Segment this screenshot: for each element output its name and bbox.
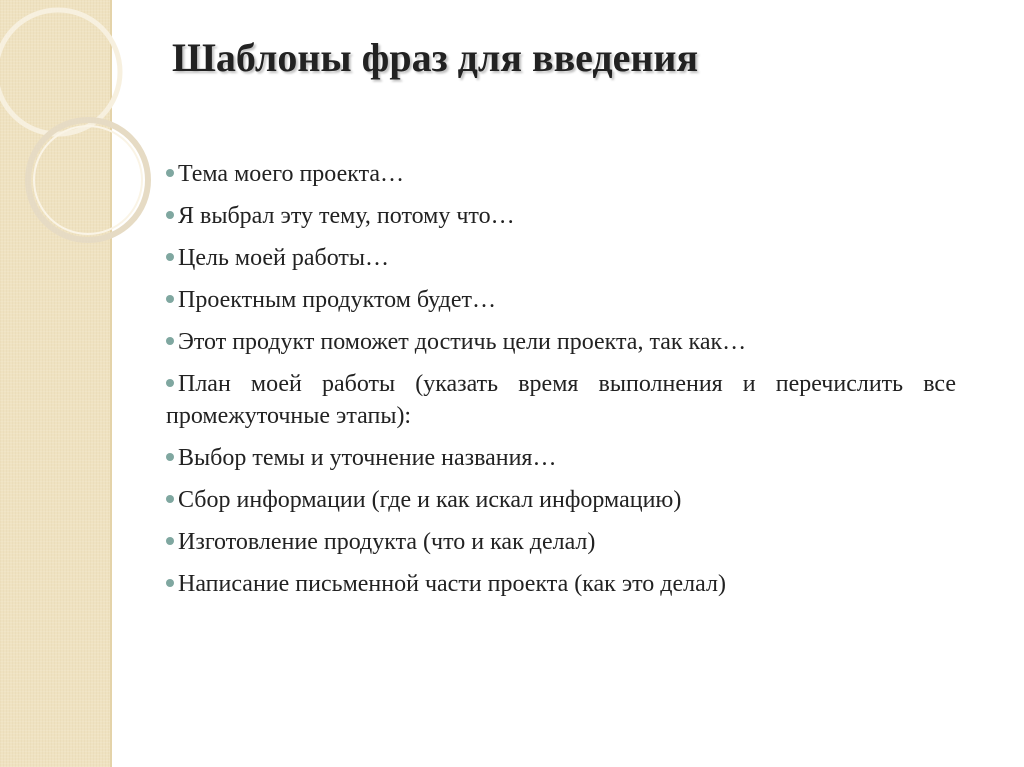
list-item-text: Этот продукт поможет достичь цели проекта, так как…: [178, 329, 747, 355]
list-item: [166, 442, 956, 474]
bullet-icon: [166, 537, 174, 545]
bullet-icon: [166, 295, 174, 303]
bullet-icon: [166, 337, 174, 345]
bullet-icon: [166, 379, 174, 387]
bullet-icon: [166, 453, 174, 461]
ring-lower: [28, 120, 148, 240]
bullet-icon: [166, 579, 174, 587]
list-item: [166, 526, 956, 558]
slide-title: Шаблоны фраз для введения: [172, 35, 699, 80]
bullet-icon: [166, 253, 174, 261]
list-item-text: Написание письменной части проекта (как это делал): [178, 571, 726, 597]
list-item: [166, 484, 956, 516]
list-item-text: План моей работы (указать время выполнения и перечислить все промежуточные этапы):: [166, 371, 956, 429]
list-item-text: Выбор темы и уточнение названия…: [178, 445, 557, 471]
list-item-text: Я выбрал эту тему, потому что…: [178, 203, 515, 229]
list-item: [166, 200, 956, 232]
list-item-text: Изготовление продукта (что и как делал): [178, 529, 596, 555]
list-item: [166, 242, 956, 274]
list-item: [166, 326, 956, 358]
bullet-icon: [166, 495, 174, 503]
bullet-icon: [166, 211, 174, 219]
list-item: [166, 368, 956, 432]
bullet-icon: [166, 169, 174, 177]
list-item-text: Цель моей работы…: [178, 245, 390, 271]
list-item-text: Сбор информации (где и как искал информацию): [178, 487, 682, 513]
ring-upper: [0, 10, 120, 134]
ring-lower-highlight: [34, 126, 142, 234]
decorative-rings: [0, 0, 160, 300]
bullet-list: [166, 158, 956, 610]
list-item: [166, 284, 956, 316]
list-item-text: Проектным продуктом будет…: [178, 287, 497, 313]
list-item: [166, 158, 956, 190]
list-item: [166, 568, 956, 600]
list-item-text: Тема моего проекта…: [178, 161, 405, 187]
